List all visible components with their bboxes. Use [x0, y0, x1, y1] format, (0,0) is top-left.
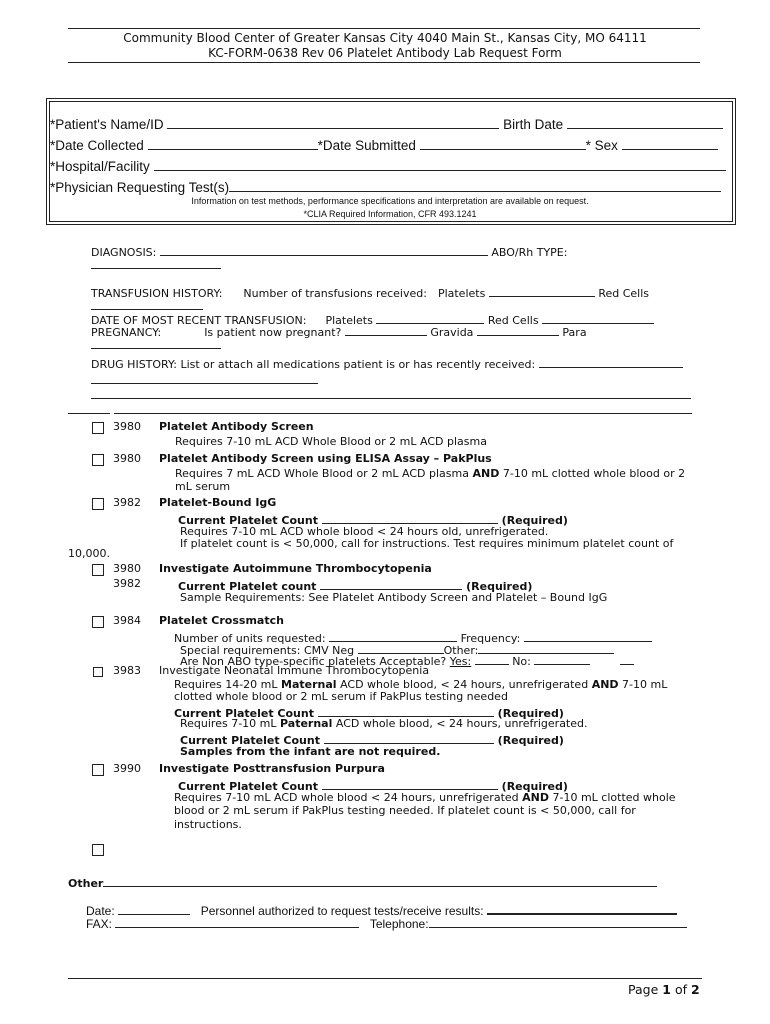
maternal-label: Maternal — [281, 678, 337, 691]
checkbox-platelet-bound-igg[interactable] — [92, 498, 104, 510]
test-requirement — [180, 717, 588, 730]
test-requirement: clotted whole blood or 2 mL serum if PakPlus testing needed — [174, 690, 508, 703]
pregnant-question: Is patient now pregnant? — [204, 326, 342, 339]
transfusion-row — [91, 284, 649, 300]
recent-transfusion-label: DATE OF MOST RECENT TRANSFUSION: — [91, 314, 307, 327]
other-text-field[interactable] — [103, 874, 657, 887]
requirement-text: 7-10 mL clotted whole blood or 2 — [502, 467, 686, 480]
patient-name-row — [50, 116, 723, 132]
test-requirement: instructions. — [174, 818, 242, 831]
test-title-neonatal: Investigate Neonatal Immune Thrombocytopenia — [159, 664, 430, 677]
platelet-count-field[interactable] — [322, 511, 498, 524]
abo-rh-label: ABO/Rh TYPE: — [491, 246, 568, 259]
checkbox-platelet-antibody-screen[interactable] — [92, 422, 104, 434]
test-title-autoimmune: Investigate Autoimmune Thrombocytopenia — [159, 562, 432, 575]
required-label: (Required) — [466, 580, 533, 593]
platelet-count-label: Current Platelet Count — [178, 780, 318, 793]
drug-history-row — [91, 355, 683, 371]
frequency-label: Frequency: — [460, 632, 521, 645]
test-code: 3982 — [113, 577, 141, 590]
test-title-crossmatch: Platelet Crossmatch — [159, 614, 284, 627]
page-label: Page — [628, 982, 659, 997]
no-field[interactable] — [534, 652, 590, 665]
platelet-count-field[interactable] — [324, 731, 494, 744]
test-requirement: Requires 7-10 mL ACD Whole Blood or 2 mL ACD plasma — [175, 435, 487, 448]
test-methods-note: Information on test methods, performance specifications and interpretation are available on request. — [191, 196, 589, 206]
units-label: Number of units requested: — [174, 632, 326, 645]
test-requirement — [174, 791, 676, 804]
recent-platelets-label: Platelets — [325, 314, 373, 327]
nonabo-question: Are Non ABO type-specific platelets Acceptable? — [180, 655, 447, 668]
yes-option[interactable]: Yes: — [449, 655, 472, 668]
checkbox-neonatal-thrombocytopenia[interactable] — [93, 667, 103, 677]
requirement-text: ACD whole blood, < 24 hours, unrefrigerated. — [335, 717, 588, 730]
abo-rh-field[interactable] — [91, 268, 221, 269]
drug-history-line-4a[interactable] — [68, 413, 110, 414]
drug-history-line-4b[interactable] — [114, 413, 692, 414]
pregnancy-row — [91, 323, 587, 339]
test-requirement: If platelet count is < 50,000, call for instructions. Test requires minimum platelet count of — [180, 537, 674, 550]
drug-history-line-3[interactable] — [91, 398, 691, 399]
page-of-label: of — [674, 982, 687, 997]
required-label: (Required) — [497, 707, 564, 720]
date-collected-label: *Date Collected — [50, 138, 144, 153]
platelet-count-label: Current Platelet Count — [180, 734, 320, 747]
transfusion-red-cells-field[interactable] — [91, 309, 203, 310]
required-label: (Required) — [501, 514, 568, 527]
paternal-label: Paternal — [280, 717, 333, 730]
telephone-field[interactable] — [429, 915, 687, 928]
nonabo-extra-field[interactable] — [620, 652, 634, 665]
required-label: (Required) — [501, 780, 568, 793]
hospital-label: *Hospital/Facility — [50, 159, 150, 174]
test-code: 3984 — [113, 614, 141, 627]
checkbox-elisa-pakplus[interactable] — [92, 454, 104, 466]
clia-note: *CLIA Required Information, CFR 493.1241 — [303, 209, 477, 219]
date-submitted-label: *Date Submitted — [317, 138, 416, 153]
other-label: Other: — [443, 644, 479, 657]
birth-date-label: Birth Date — [503, 117, 564, 132]
test-code: 3980 — [113, 562, 141, 575]
hospital-field[interactable] — [154, 158, 726, 171]
fax-field[interactable] — [115, 915, 359, 928]
header-address: Community Blood Center of Greater Kansas City 4040 Main St., Kansas City, MO 64111 — [123, 31, 647, 45]
requirement-text: ACD whole blood, < 24 hours, unrefrigerated — [340, 678, 589, 691]
test-code: 3990 — [113, 762, 141, 775]
platelet-count-label: Current Platelet Count — [178, 514, 318, 527]
date-submitted-field[interactable] — [420, 137, 586, 150]
fax-label: FAX: — [86, 917, 113, 931]
sex-field[interactable] — [622, 137, 718, 150]
hospital-row — [50, 158, 726, 174]
platelet-count-label: Current Platelet Count — [174, 707, 314, 720]
drug-history-field[interactable] — [539, 355, 683, 368]
platelet-count-field[interactable] — [320, 577, 462, 590]
patient-name-field[interactable] — [167, 116, 499, 129]
patient-name-label: *Patient's Name/ID — [50, 117, 164, 132]
special-requirements-label: Special requirements: CMV Neg — [180, 644, 355, 657]
platelet-count-field[interactable] — [318, 704, 494, 717]
requirement-and: AND — [522, 791, 549, 804]
personnel-label: Personnel authorized to request tests/receive results: — [200, 904, 484, 918]
checkbox-posttransfusion-purpura[interactable] — [92, 764, 104, 776]
other-label: Other — [68, 877, 104, 890]
requirement-text: 7-10 mL — [622, 678, 668, 691]
drug-history-label: DRUG HISTORY: List or attach all medications patient is or has recently received: — [91, 358, 536, 371]
test-requirement — [175, 467, 685, 480]
page-total: 2 — [690, 982, 700, 997]
infant-note: Samples from the infant are not required. — [180, 745, 441, 758]
date-collected-field[interactable] — [148, 137, 318, 150]
header-top-rule — [68, 28, 700, 29]
number-transfusions-label: Number of transfusions received: — [243, 287, 427, 300]
requirement-and: AND — [472, 467, 500, 480]
pregnancy-label: PREGNANCY: — [91, 326, 162, 339]
requirement-text: 7-10 mL clotted whole — [552, 791, 676, 804]
test-title-antibody-screen: Platelet Antibody Screen — [159, 420, 314, 433]
para-label: Para — [562, 326, 587, 339]
transfusion-platelets-field[interactable] — [489, 284, 595, 297]
platelet-count-label: Current Platelet count — [178, 580, 317, 593]
telephone-label: Telephone: — [369, 917, 429, 931]
other-row — [68, 874, 657, 890]
requirement-text: Requires 7-10 mL — [180, 717, 277, 730]
drug-history-line-2[interactable] — [91, 383, 318, 384]
requirement-text: Requires 7-10 mL ACD whole blood < 24 hours, unrefrigerated — [174, 791, 519, 804]
test-code: 3980 — [113, 420, 141, 433]
physician-field[interactable] — [229, 179, 721, 192]
fax-telephone-row — [86, 915, 687, 931]
date-row — [50, 137, 718, 153]
diagnosis-row — [91, 243, 567, 259]
test-code: 3983 — [113, 664, 141, 677]
gravida-label: Gravida — [430, 326, 474, 339]
transfusion-red-cells-label: Red Cells — [598, 287, 650, 300]
transfusion-platelets-label: Platelets — [437, 287, 486, 300]
no-option[interactable]: No: — [512, 655, 531, 668]
test-title-bound-igg: Platelet-Bound IgG — [159, 496, 277, 509]
requirement-and: AND — [591, 678, 619, 691]
platelet-count-field[interactable] — [322, 777, 498, 790]
required-label: (Required) — [497, 734, 564, 747]
test-title-elisa: Platelet Antibody Screen using ELISA Assay – PakPlus — [159, 452, 492, 465]
birth-date-field[interactable] — [567, 116, 723, 129]
form-title: KC-FORM-0638 Rev 06 Platelet Antibody Lab Request Form — [208, 46, 562, 60]
requirement-text: Requires 7 mL ACD Whole Blood or 2 mL ACD plasma — [175, 467, 469, 480]
test-title-ptp: Investigate Posttransfusion Purpura — [159, 762, 385, 775]
pregnant-field[interactable] — [345, 323, 427, 336]
physician-label: *Physician Requesting Test(s) — [50, 180, 230, 195]
test-code: 3982 — [113, 496, 141, 509]
checkbox-other[interactable] — [92, 844, 104, 856]
physician-row — [50, 179, 721, 195]
header-bottom-rule — [68, 62, 700, 63]
page-number: 1 — [662, 982, 671, 997]
checkbox-platelet-crossmatch[interactable] — [92, 616, 104, 628]
test-requirement: blood or 2 mL serum if PakPlus testing needed. If platelet count is < 50,000, call for — [174, 804, 636, 817]
sex-label: * Sex — [585, 138, 618, 153]
recent-red-cells-label: Red Cells — [487, 314, 539, 327]
test-requirement: 10,000. — [68, 547, 110, 560]
personnel-field[interactable] — [487, 901, 677, 915]
footer-date-field[interactable] — [118, 902, 190, 915]
test-code: 3980 — [113, 452, 141, 465]
checkbox-autoimmune-thrombocytopenia[interactable] — [92, 564, 104, 576]
yes-field[interactable] — [475, 652, 509, 665]
test-requirement: mL serum — [175, 480, 231, 493]
transfusion-history-label: TRANSFUSION HISTORY: — [91, 287, 223, 300]
footer-rule — [68, 978, 702, 979]
page-indicator — [628, 982, 700, 997]
test-requirement: Requires 7-10 mL ACD whole blood < 24 hours old, unrefrigerated. — [180, 525, 549, 538]
diagnosis-field[interactable] — [160, 243, 488, 256]
diagnosis-label: DIAGNOSIS: — [91, 246, 157, 259]
para-field[interactable] — [91, 348, 221, 349]
footer-date-label: Date: — [86, 904, 115, 918]
gravida-field[interactable] — [477, 323, 559, 336]
requirement-text: Requires 14-20 mL — [174, 678, 278, 691]
test-requirement: Sample Requirements: See Platelet Antibody Screen and Platelet – Bound IgG — [180, 591, 608, 604]
